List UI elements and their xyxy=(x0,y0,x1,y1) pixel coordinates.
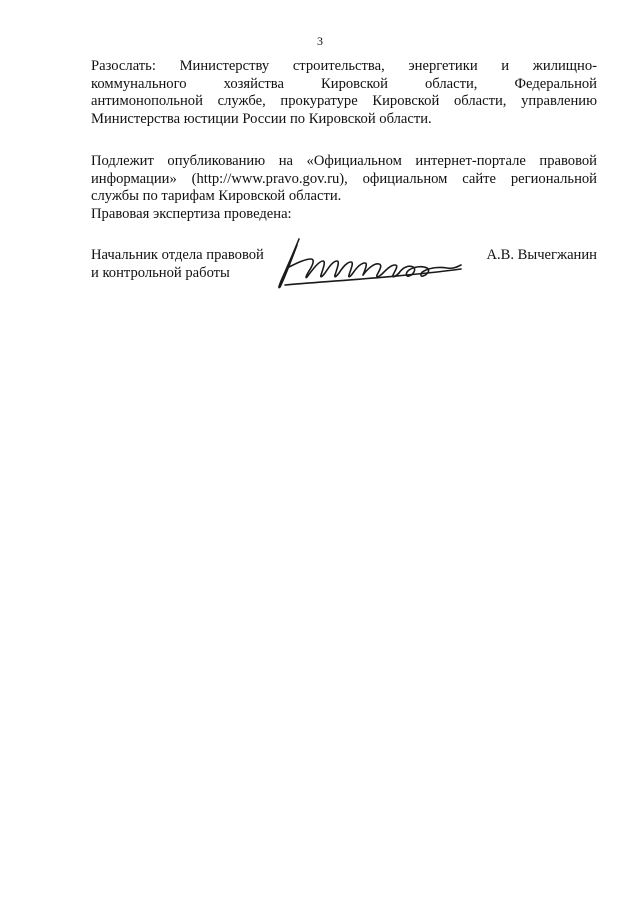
publication-line-3: службы по тарифам Кировской области. xyxy=(91,188,342,205)
publication-notice xyxy=(91,153,597,223)
handwritten-signature xyxy=(271,237,471,293)
distribution-line-2: коммунального хозяйства Кировской области, Федеральной xyxy=(91,75,597,92)
signatory-position xyxy=(91,247,264,282)
publication-line-2: информации» (http://www.pravo.gov.ru), официальном сайте региональной xyxy=(91,170,597,187)
distribution-line-4: Министерства юстиции России по Кировской области. xyxy=(91,110,432,127)
distribution-line-1: Разослать: Министерству строительства, энергетики и жилищно- xyxy=(91,58,597,74)
distribution-list xyxy=(91,58,597,128)
signatory-position-line-2: и контрольной работы xyxy=(91,264,230,281)
legal-review-line: Правовая экспертиза проведена: xyxy=(91,205,292,222)
signature-block xyxy=(91,247,597,297)
signatory-position-line-1: Начальник отдела правовой xyxy=(91,247,264,263)
publication-line-1: Подлежит опубликованию на «Официальном интернет-портале правовой xyxy=(91,153,597,169)
page-number: 3 xyxy=(317,34,323,48)
signatory-name: А.В. Вычегжанин xyxy=(486,247,597,263)
distribution-line-3: антимонопольной службе, прокуратуре Кировской области, управлению xyxy=(91,93,597,110)
